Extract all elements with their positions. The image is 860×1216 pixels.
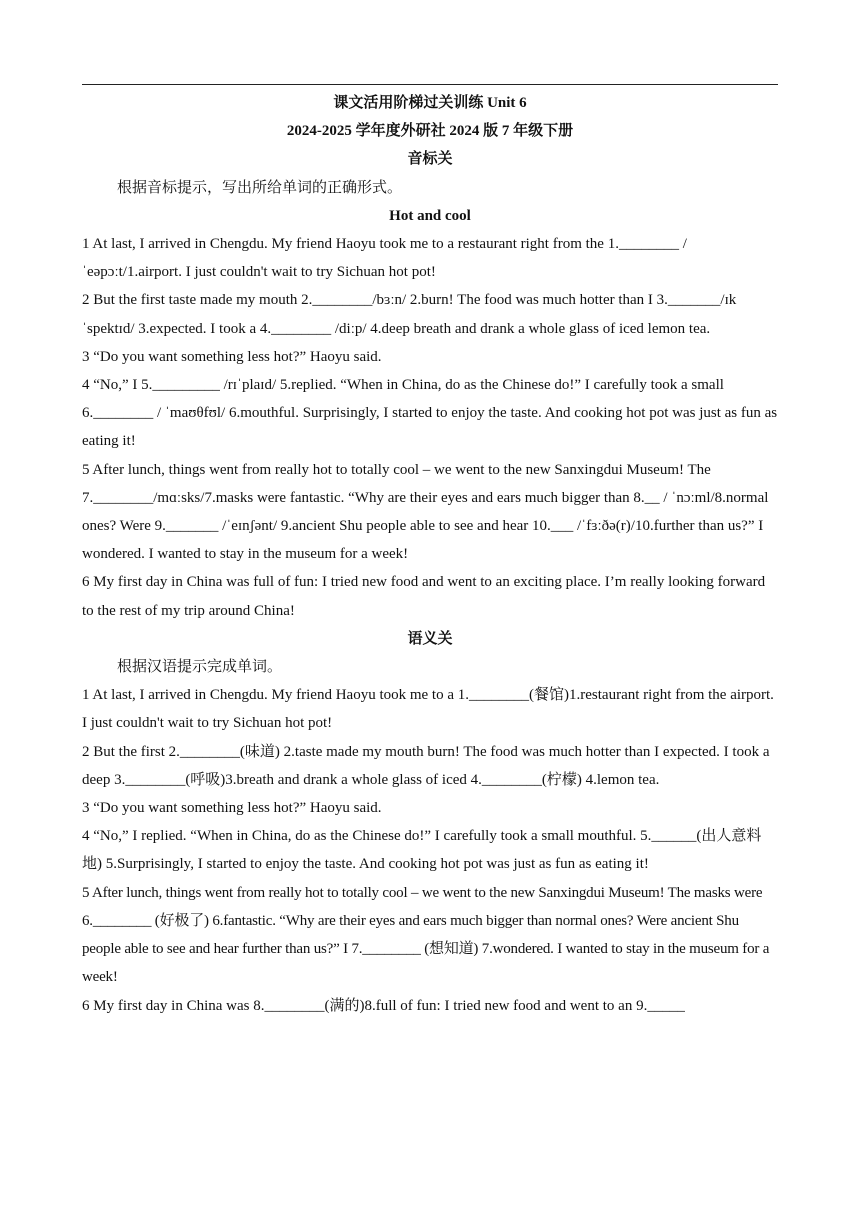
phonetics-paragraph-2: 2 But the first taste made my mouth 2.________/bɜːn/ 2.burn! The food was much hotter than I 3._______/ɪkˈspektɪd/ 3.expected. I took a 4.________ /diːp/ 4.deep breath and drank a whole glass of iced lemon tea. <box>82 292 737 337</box>
phonetics-paragraph-6: 6 My first day in China was full of fun: I tried new food and went to an exciting place. I’m really looking forward to the rest of my trip around China! <box>82 574 766 619</box>
meaning-paragraph-4: 4 “No,” I replied. “When in China, do as the Chinese do!” I carefully took a small mouthful. 5.______(出人意料地) 5.Surprisingly, I started to enjoy the taste. And cooking hot pot was just as fun as eating it! <box>82 828 762 873</box>
phonetics-paragraph-4: 4 “No,” I 5._________ /rɪˈplaɪd/ 5.replied. “When in China, do as the Chinese do!” I carefully took a small 6.________ / ˈmaʊθfʊl/ 6.mouthful. Surprisingly, I started to enjoy the taste. And cooking hot pot was just as fun as eating it! <box>82 377 778 450</box>
passage-title: Hot and cool <box>389 207 471 224</box>
meaning-paragraph-5: 5 After lunch, things went from really hot to totally cool – we went to the new Sanxingdui Museum! The masks were 6.________ (好极了) 6.fantastic. “Why are their eyes and ears much bigger than normal ones? Were ancient Shu people able to see and hear further than us?” I 7.________ (想知道) 7.wondered. I wanted to stay in the museum for a week! <box>82 884 770 986</box>
meaning-paragraph-2: 2 But the first 2.________(味道) 2.taste made my mouth burn! The food was much hotter than I expected. I took a deep 3.________(呼吸)3.breath and drank a whole glass of iced 4.________(柠檬) 4.lemon tea. <box>82 743 770 788</box>
top-rule <box>82 84 778 85</box>
phonetics-paragraph-3: 3 “Do you want something less hot?” Haoyu said. <box>82 348 382 365</box>
worksheet-subtitle: 2024-2025 学年度外研社 2024 版 7 年级下册 <box>286 123 574 140</box>
section-heading-phonetics: 音标关 <box>407 151 453 168</box>
worksheet-page <box>82 84 778 1020</box>
worksheet-title: 课文活用阶梯过关训练 Unit 6 <box>333 95 527 111</box>
phonetics-paragraph-5: 5 After lunch, things went from really hot to totally cool – we went to the new Sanxingdui Museum! The 7.________/mɑːsks/7.masks were fantastic. “Why are their eyes and ears much bigger than 8.__ / ˈnɔːml/8.normal ones? Were 9._______ /ˈeɪnʃənt/ 9.ancient Shu people able to see and hear 10.___ /ˈfɜːðə(r)/10.further than us?” I wondered. I wanted to stay in the museum for a week! <box>82 461 769 563</box>
section-heading-meaning: 语义关 <box>407 630 453 647</box>
meaning-paragraph-3: 3 “Do you want something less hot?” Haoyu said. <box>82 800 382 817</box>
meaning-paragraph-6: 6 My first day in China was 8.________(满的)8.full of fun: I tried new food and went to an 9._____ <box>82 997 685 1014</box>
meaning-paragraph-1: 1 At last, I arrived in Chengdu. My friend Haoyu took me to a 1.________(餐馆)1.restaurant right from the airport. I just couldn't wait to try Sichuan hot pot! <box>82 687 774 732</box>
phonetics-paragraph-1: 1 At last, I arrived in Chengdu. My friend Haoyu took me to a restaurant right from the 1.________ /ˈeəpɔːt/1.airport. I just couldn't wait to try Sichuan hot pot! <box>82 236 687 281</box>
section-instruction-phonetics: 根据音标提示，写出所给单词的正确形式。 <box>117 179 403 196</box>
section-instruction-meaning: 根据汉语提示完成单词。 <box>117 659 283 676</box>
